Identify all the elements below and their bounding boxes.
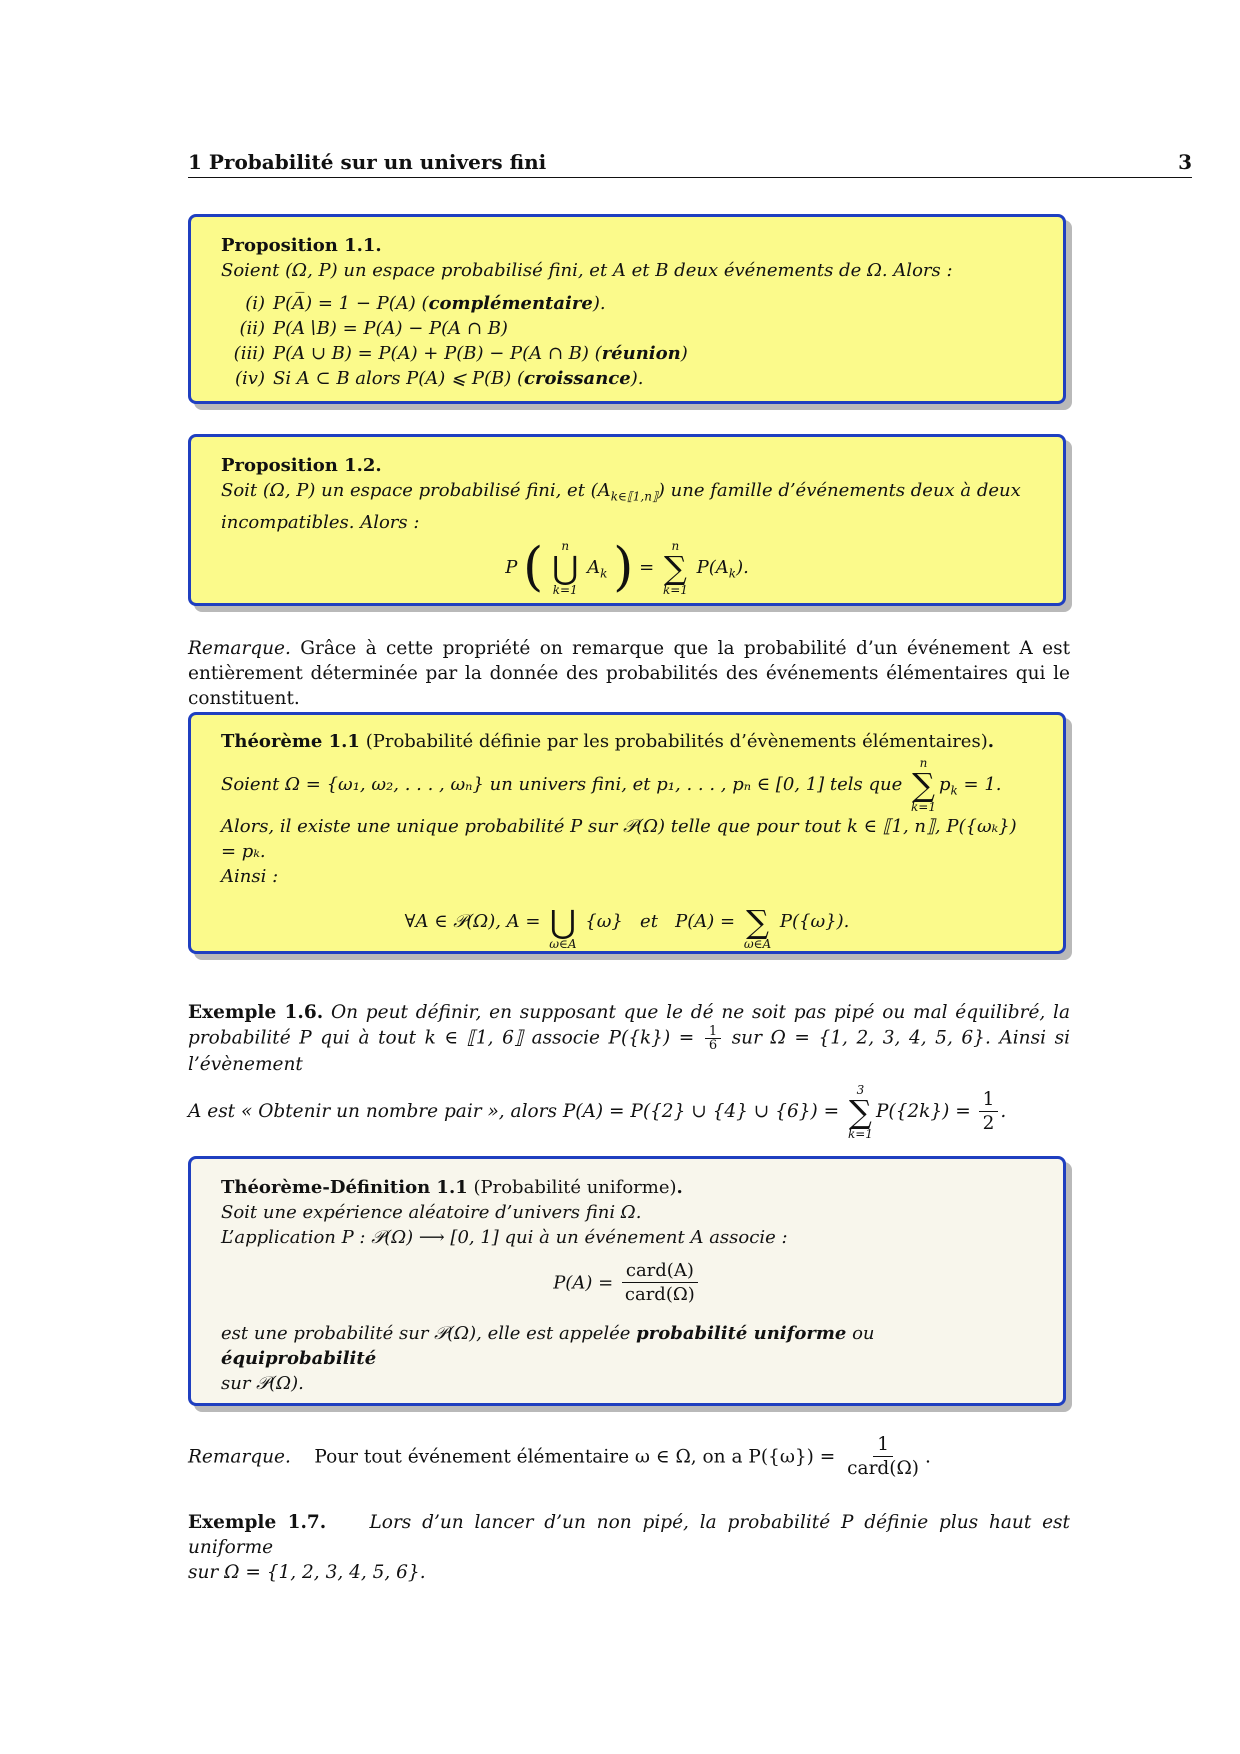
theorem-display-formula: ∀A ∈ 𝒫(Ω), A = ⋃ ω∈A {ω} et P(A) = ∑ ω∈A P({ω}). — [221, 893, 1033, 951]
example-title: Exemple 1.6. — [188, 1002, 324, 1023]
sum-operator: ∑ ω∈A — [743, 903, 772, 951]
union-operator: ⋃ ω∈A — [549, 903, 577, 951]
example-1-6: Exemple 1.6. On peut définir, en supposant que le dé ne soit pas pipé ou mal équilibré, la probabilité P qui à tout k ∈ ⟦1, 6⟧ associe P({k}) = $\frac{1}{6}$ sur Ω = {1, 2, 3, 4, 5, 6}. Ainsi si l’évènement A est « Obtenir un nombre pair », alors P(A) = P({2} ∪ {4} ∪ {6}) = 3 ∑ k=1 P({2k}) = $\frac{1}{2}$ . — [188, 1002, 1070, 1141]
example-title: Exemple 1.7. — [188, 1512, 327, 1533]
theorem-line: Soit une expérience aléatoire d’univers fini Ω. — [221, 1202, 642, 1223]
theorem-line: est une probabilité sur 𝒫(Ω), elle est appelée probabilité uniforme ou équiprobabilité — [221, 1323, 875, 1369]
remark-paragraph-2: Remarque. Pour tout événement élémentaire ω ∈ Ω, on a P({ω}) = $\frac{1}{\text{card(Ω)}}$ . — [188, 1434, 931, 1479]
card-fraction: $\frac{\text{card(A)}}{\text{card(Ω)}}$ — [621, 1260, 699, 1307]
example-line: sur Ω = {1, 2, 3, 4, 5, 6}. — [188, 1562, 426, 1583]
remark-label: Remarque. — [188, 638, 291, 659]
list-item: (iv) Si A ⊂ B alors P(A) ⩽ P(B) (croissance). — [235, 368, 644, 389]
theorem-line: Alors, il existe une unique probabilité P sur 𝒫(Ω) telle que pour tout k ∈ ⟦1, n⟧, P({ωₖ}) = pₖ. — [221, 816, 1017, 862]
fraction-one-over-card: $\frac{1}{\text{card(Ω)}}$ — [847, 1434, 920, 1479]
sum-operator: 3 ∑ k=1 — [847, 1083, 873, 1141]
proposition-intro: Soit (Ω, P) un espace probabilisé fini, et $(A_{k\in⟦1,n⟧})$ une famille d’événements deux à deux incompatibles. Alors : — [221, 480, 1021, 533]
proposition-title: Proposition 1.1. — [221, 235, 382, 256]
uniform-probability-formula: P(A) = $\frac{\text{card(A)}}{\text{card(Ω)}}$ — [221, 1260, 1033, 1307]
example-line: A est « Obtenir un nombre pair », alors P(A) = P({2} ∪ {4} ∪ {6}) = 3 ∑ k=1 P({2k}) = $\frac{1}{2}$ . — [188, 1083, 1007, 1141]
fraction-one-sixth: $\frac{1}{6}$ — [705, 1025, 721, 1052]
union-sum-formula: P ( n ⋃ k=1 $A_k$ ) = n ∑ k=1 $P(A_k)$. — [505, 537, 749, 598]
theorem-heading: Théorème-Définition 1.1 (Probabilité uniforme). — [221, 1177, 683, 1198]
remark-text: Grâce à cette propriété on remarque que la probabilité d’un événement A est entièrement déterminée par la donnée des probabilités des événements élémentaires qui le constituent. — [188, 638, 1070, 709]
theorem-line: L’application P : 𝒫(Ω) ⟶ [0, 1] qui à un événement A associe : — [221, 1227, 788, 1248]
section-title: 1 Probabilité sur un univers fini — [188, 150, 547, 174]
property-list — [221, 291, 1033, 391]
proposition-1-2-box — [188, 434, 1066, 606]
theorem-1-1-box — [188, 712, 1066, 954]
page-number: 3 — [1178, 150, 1192, 174]
fraction-one-half: $\frac{1}{2}$ — [979, 1089, 999, 1136]
remark-label: Remarque. — [188, 1446, 291, 1468]
running-header — [188, 150, 1192, 178]
list-item: (i) P(A̅) = 1 − P(A) (complémentaire). — [245, 293, 606, 314]
theorem-heading: Théorème 1.1 (Probabilité définie par les probabilités d’évènements élémentaires). — [221, 731, 995, 752]
theorem-definition-1-1-box — [188, 1156, 1066, 1406]
sum-operator: n ∑ k=1 — [662, 538, 688, 597]
proposition-intro: Soient (Ω, P) un espace probabilisé fini, et A et B deux événements de Ω. Alors : — [221, 260, 953, 281]
union-operator: n ⋃ k=1 — [552, 538, 579, 597]
theorem-line: Ainsi : — [221, 866, 279, 887]
proposition-title: Proposition 1.2. — [221, 455, 382, 476]
remark-paragraph — [188, 636, 1070, 711]
list-item: (ii) P(A∖B) = P(A) − P(A ∩ B) — [239, 318, 508, 339]
list-item: (iii) P(A ∪ B) = P(A) + P(B) − P(A ∩ B) (réunion) — [233, 343, 688, 364]
sum-operator: n ∑ k=1 — [911, 756, 936, 814]
proposition-1-1-box — [188, 214, 1066, 404]
example-1-7: Exemple 1.7. Lors d’un lancer d’un non pipé, la probabilité P définie plus haut est uniforme sur Ω = {1, 2, 3, 4, 5, 6}. — [188, 1512, 1070, 1583]
theorem-line: sur 𝒫(Ω). — [221, 1373, 304, 1394]
theorem-line: Soient Ω = {ω₁, ω₂, . . . , ωₙ} un univers fini, et p₁, . . . , pₙ ∈ [0, 1] tels que n ∑ k=1 $p_k = 1$. — [221, 756, 1002, 814]
